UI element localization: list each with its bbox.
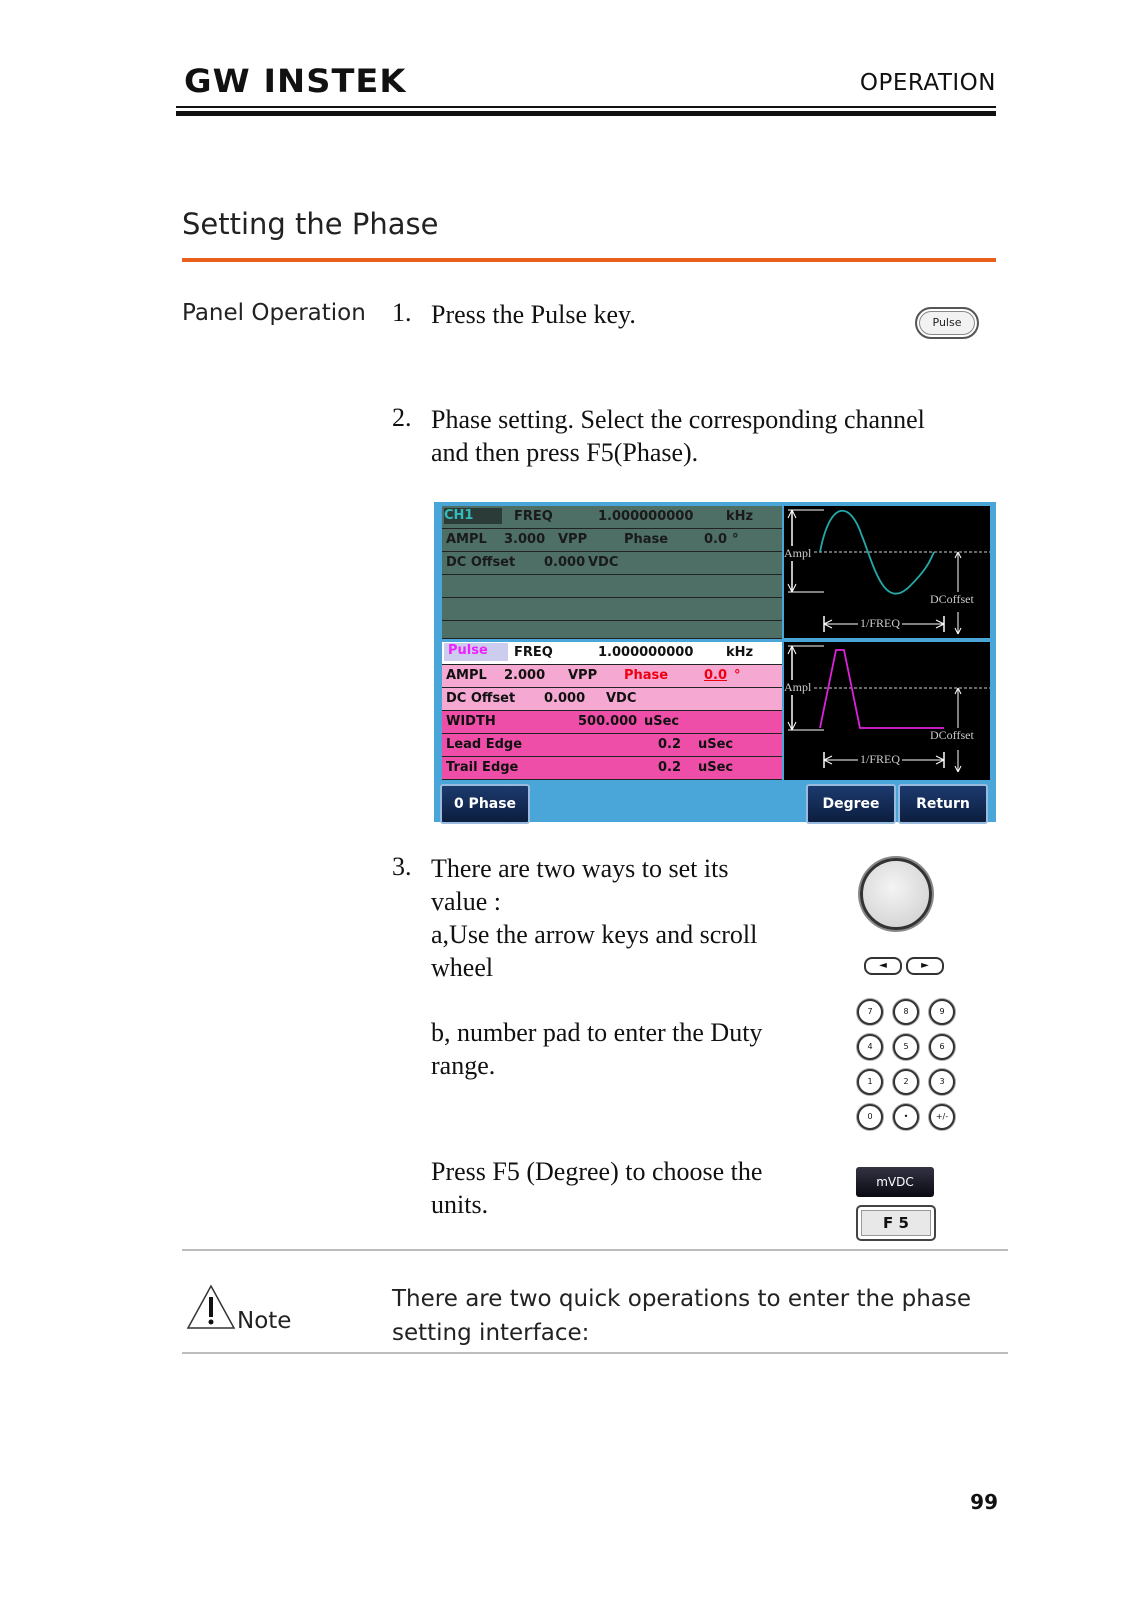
ch2-wave-freq-label: 1/FREQ (860, 752, 901, 766)
keypad-7-icon: 7 (857, 999, 883, 1025)
panel-operation-label: Panel Operation (182, 300, 366, 326)
ch2-phase-label[interactable]: Phase (624, 668, 669, 683)
keypad-3-icon: 3 (929, 1069, 955, 1095)
ch1-wave-ampl-label: Ampl (784, 546, 812, 560)
ch1-dc-offset-unit: VDC (588, 555, 619, 570)
pulse-key-icon: Pulse (915, 307, 979, 339)
step-1-number: 1. (392, 298, 412, 327)
ch2-waveform (784, 642, 990, 780)
section-divider (182, 1249, 1008, 1251)
ch2-tag: Pulse (444, 643, 508, 661)
ch2-freq-label: FREQ (514, 645, 553, 660)
ch2-dc-offset-value: 0.000 (544, 691, 586, 706)
ch2-width-label: WIDTH (446, 714, 496, 729)
ch2-panel (442, 642, 782, 780)
f5-key-icon: F 5 (856, 1205, 936, 1241)
ch1-freq-label: FREQ (514, 509, 553, 524)
mvdc-key-icon: mVDC (856, 1167, 934, 1197)
brand-logo: GW INSTEK (184, 62, 407, 100)
left-arrow-key-icon: ◄ (864, 957, 902, 975)
keypad-1-icon: 1 (857, 1069, 883, 1095)
return-softkey[interactable]: Return (898, 784, 988, 824)
ch1-waveform (784, 506, 990, 638)
ch2-trail-edge-value: 0.2 (658, 760, 682, 775)
degree-softkey[interactable]: Degree (806, 784, 896, 824)
ch2-phase-value[interactable]: 0.0 (704, 668, 728, 683)
ch1-dc-offset-value: 0.000 (544, 555, 586, 570)
ch2-lead-edge-value: 0.2 (658, 737, 682, 752)
note-text: There are two quick operations to enter the phase setting interface: (392, 1286, 971, 1346)
step-3-line6: range. (431, 1051, 496, 1080)
ch1-phase-value: 0.0 (704, 532, 728, 547)
right-arrow-key-icon: ► (906, 957, 944, 975)
header-section-title: OPERATION (859, 70, 996, 96)
keypad-4-icon: 4 (857, 1034, 883, 1060)
ch1-ampl-value: 3.000 (504, 532, 546, 547)
ch2-phase-unit: ° (734, 668, 741, 683)
title-underline (182, 258, 996, 262)
ch1-ampl-unit: VPP (558, 532, 588, 547)
step-3-number: 3. (392, 852, 412, 881)
ch2-wave-ampl-label: Ampl (784, 680, 812, 694)
step-2-number: 2. (392, 403, 412, 432)
note-divider (182, 1352, 1008, 1354)
note-label: Note (237, 1308, 292, 1334)
ch2-wave-dcoffset-label: DCoffset (930, 728, 974, 742)
ch2-width-value: 500.000 (578, 714, 638, 729)
page-number: 99 (970, 1490, 998, 1514)
f5-instruction-line1: Press F5 (Degree) to choose the (431, 1157, 763, 1186)
scroll-wheel-icon (860, 858, 932, 930)
ch2-lead-edge-label: Lead Edge (446, 737, 523, 752)
keypad-0-icon: 0 (857, 1104, 883, 1130)
ch1-dc-offset-label: DC Offset (446, 555, 516, 570)
ch1-wave-freq-label: 1/FREQ (860, 616, 901, 630)
zero-phase-softkey[interactable]: 0 Phase (440, 784, 530, 824)
page-title: Setting the Phase (182, 207, 439, 241)
ch1-phase-label: Phase (624, 532, 669, 547)
ch2-ampl-value: 2.000 (504, 668, 546, 683)
keypad-dot-icon: • (893, 1104, 919, 1130)
header-divider (176, 106, 996, 108)
ch1-tag: CH1 (444, 508, 502, 524)
ch1-ampl-label: AMPL (446, 532, 487, 547)
step-3-line4: wheel (431, 953, 494, 982)
keypad-9-icon: 9 (929, 999, 955, 1025)
ch2-freq-value: 1.000000000 (598, 645, 694, 660)
step-3-line2: value : (431, 887, 502, 916)
keypad-6-icon: 6 (929, 1034, 955, 1060)
ch1-wave-dcoffset-label: DCoffset (930, 592, 974, 606)
ch2-ampl-label: AMPL (446, 668, 487, 683)
ch1-freq-unit: kHz (726, 509, 754, 524)
ch2-dc-offset-label: DC Offset (446, 691, 516, 706)
step-1-text: Press the Pulse key. (431, 300, 636, 329)
ch2-trail-edge-label: Trail Edge (446, 760, 519, 775)
step-3-line5: b, number pad to enter the Duty (431, 1018, 763, 1047)
step-2-line1: Phase setting. Select the corresponding channel (431, 405, 925, 434)
ch1-empty-row (442, 575, 782, 598)
f5-instruction-line2: units. (431, 1190, 489, 1219)
ch1-freq-value: 1.000000000 (598, 509, 694, 524)
ch2-width-unit: uSec (644, 714, 680, 729)
ch1-phase-unit: ° (732, 532, 739, 547)
ch2-lead-edge-unit: uSec (698, 737, 734, 752)
warning-icon (186, 1284, 236, 1332)
ch2-trail-edge-unit: uSec (698, 760, 734, 775)
ch1-panel (442, 506, 782, 638)
keypad-plus-minus-icon: +/- (929, 1104, 955, 1130)
keypad-8-icon: 8 (893, 999, 919, 1025)
header-divider-thick (176, 111, 996, 116)
ch2-ampl-unit: VPP (568, 668, 598, 683)
ch2-dc-offset-unit: VDC (606, 691, 637, 706)
ch2-freq-unit: kHz (726, 645, 754, 660)
keypad-2-icon: 2 (893, 1069, 919, 1095)
step-2-line2: and then press F5(Phase). (431, 438, 699, 467)
ch1-empty-row (442, 598, 782, 621)
instrument-screen (434, 502, 996, 822)
step-3-line1: There are two ways to set its (431, 854, 729, 883)
ch1-empty-row (442, 621, 782, 639)
keypad-5-icon: 5 (893, 1034, 919, 1060)
step-3-line3: a,Use the arrow keys and scroll (431, 920, 758, 949)
